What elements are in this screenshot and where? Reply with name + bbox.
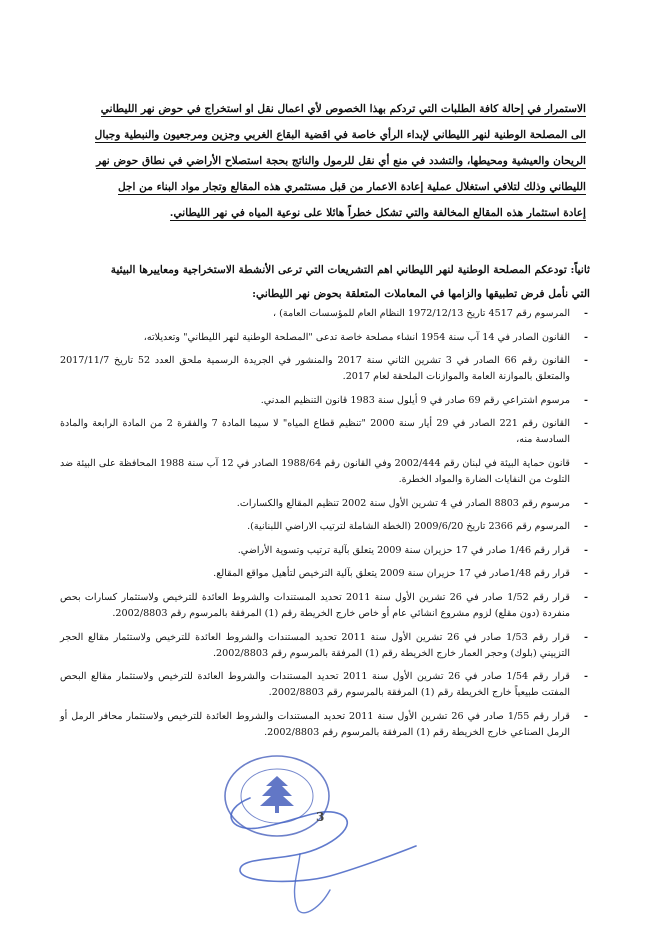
page-number: 3 — [316, 810, 325, 824]
handwritten-signature — [180, 780, 430, 920]
list-item: - مرسوم رقم 8803 الصادر في 4 تشرين الأول سنة 2002 تنظيم المقالع والكسارات. — [60, 496, 588, 512]
bullet-dash: - — [584, 308, 588, 319]
list-item: - مرسوم اشتراعي رقم 69 صادر في 9 أيلول سنة 1983 قانون التنظيم المدني. — [60, 393, 588, 409]
intro-line: إعادة استثمار هذه المقالع المخالفة والتي تشكل خطراً هائلا على نوعية المياه في نهر الليطاني. — [169, 207, 586, 219]
bullet-dash: - — [584, 631, 588, 643]
bullet-dash: - — [584, 418, 588, 430]
intro-line: الى المصلحة الوطنية لنهر الليطاني لإبداء الرأي خاصة في اقضية البقاع الغربي وجزين ومرجعيون والنبطية وجبال — [94, 129, 586, 141]
bullet-dash: - — [584, 710, 588, 722]
list-item: - قرار رقم 1/54 صادر في 26 تشرين الأول سنة 2011 تحديد المستندات والشروط العائدة للترخيص ولاستثمار مقالع البحص المفتت طبيعياً خارج الخريطة رقم (1) المرفقة بالمرسوم رقم 2002/8803. — [60, 671, 588, 699]
intro-line: الريحان والعيشية ومحيطها، والتشدد في منع أي نقل للرمول والناتج بحجة استصلاح الأراضي في نطاق حوض نهر — [96, 155, 586, 167]
bullet-dash: - — [584, 671, 588, 683]
list-item: - المرسوم رقم 2366 تاريخ 2009/6/20 (الخطة الشاملة لترتيب الاراضي اللبنانية). — [60, 519, 588, 535]
bullet-dash: - — [584, 591, 588, 603]
intro-line: الليطاني وذلك لتلافي استغلال عملية إعادة الاعمار من قبل مستثمري هذه المقالع وتجار مواد البناء من اجل — [117, 181, 586, 193]
bullet-dash: - — [584, 521, 588, 533]
bullet-dash: - — [584, 568, 588, 580]
list-item: - قرار رقم 1/52 صادر في 26 تشرين الأول سنة 2011 تحديد المستندات والشروط العائدة للترخيص ولاستثمار كسارات بحص منفردة (دون مقلع) لزوم مشروع انشائي عام أو خاص خارج الخريطة رقم (1) المرفقة بالمرسوم رقم 2002/8803. — [60, 591, 588, 619]
list-item: - القانون رقم 66 الصادر في 3 تشرين الثاني سنة 2017 والمنشور في الجريدة الرسمية ملحق العدد 52 تاريخ 2017/11/7 والمتعلق بالموازنة العامة والموازنات الملحقة لعام 2017. — [60, 355, 588, 383]
bullet-dash: - — [584, 355, 588, 367]
list-item: - قرار رقم 1/55 صادر في 26 تشرين الأول سنة 2011 تحديد المستندات والشروط العائدة للترخيص ولاستثمار محافر الرمل أو الرمل الصناعي خارج الخريطة رقم (1) المرفقة بالمرسوم رقم 2002/8803. — [60, 710, 588, 738]
section-title-line: ثانياً: تودعكم المصلحة الوطنية لنهر الليطاني اهم التشريعات التي ترعى الأنشطة الاستخراجية ومعاييرها البيئية — [110, 264, 590, 276]
list-item: - قرار رقم 1/48صادر في 17 حزيران سنة 2009 يتعلق بآلية الترخيص لتأهيل مواقع المقالع. — [60, 566, 588, 582]
list-item: - قرار رقم 1/53 صادر في 26 تشرين الأول سنة 2011 تحديد المستندات والشروط العائدة للترخيص ولاستثمار مقالع الحجر التزييني (بلوك) وحجر العمار خارج الخريطة رقم (1) المرفقة بالمرسوم رقم 2002/8803. — [60, 631, 588, 659]
list-item: - المرسوم رقم 4517 تاريخ 1972/12/13 النظام العام للمؤسسات العامة) ، — [60, 306, 588, 322]
bullet-dash: - — [584, 497, 588, 509]
list-item: - القانون الصادر في 14 آب سنة 1954 انشاء مصلحة خاصة تدعى "المصلحة الوطنية لنهر الليطاني" وتعديلاته، — [60, 330, 588, 346]
bullet-dash: - — [584, 394, 588, 406]
list-item: - قرار رقم 1/46 صادر في 17 حزيران سنة 2009 يتعلق بآلية ترتيب وتسوية الأراضي. — [60, 543, 588, 559]
legislation-list — [60, 306, 588, 748]
section-title-line: التي نأمل فرض تطبيقها والزامها في المعاملات المتعلقة بحوض نهر الليطاني: — [252, 288, 590, 300]
intro-paragraph — [72, 96, 586, 226]
bullet-dash: - — [584, 331, 588, 343]
bullet-dash: - — [584, 457, 588, 469]
list-item: - قانون حماية البيئة في لبنان رقم 2002/444 وفي القانون رقم 1988/64 الصادر في 12 آب سنة 1988 المحافظة على البيئة ضد التلوث من النفايات الضارة والمواد الخطرة. — [60, 457, 588, 485]
list-item: - القانون رقم 221 الصادر في 29 أيار سنة 2000 "تنظيم قطاع المياه" لا سيما المادة 7 والفقرة 2 من المادة الرابعة والمادة السادسة منه، — [60, 418, 588, 446]
intro-line: الاستمرار في إحالة كافة الطلبات التي تردكم بهذا الخصوص لأي اعمال نقل او استخراج في حوض نهر الليطاني — [100, 103, 586, 115]
bullet-dash: - — [584, 544, 588, 556]
section-title — [72, 258, 590, 306]
